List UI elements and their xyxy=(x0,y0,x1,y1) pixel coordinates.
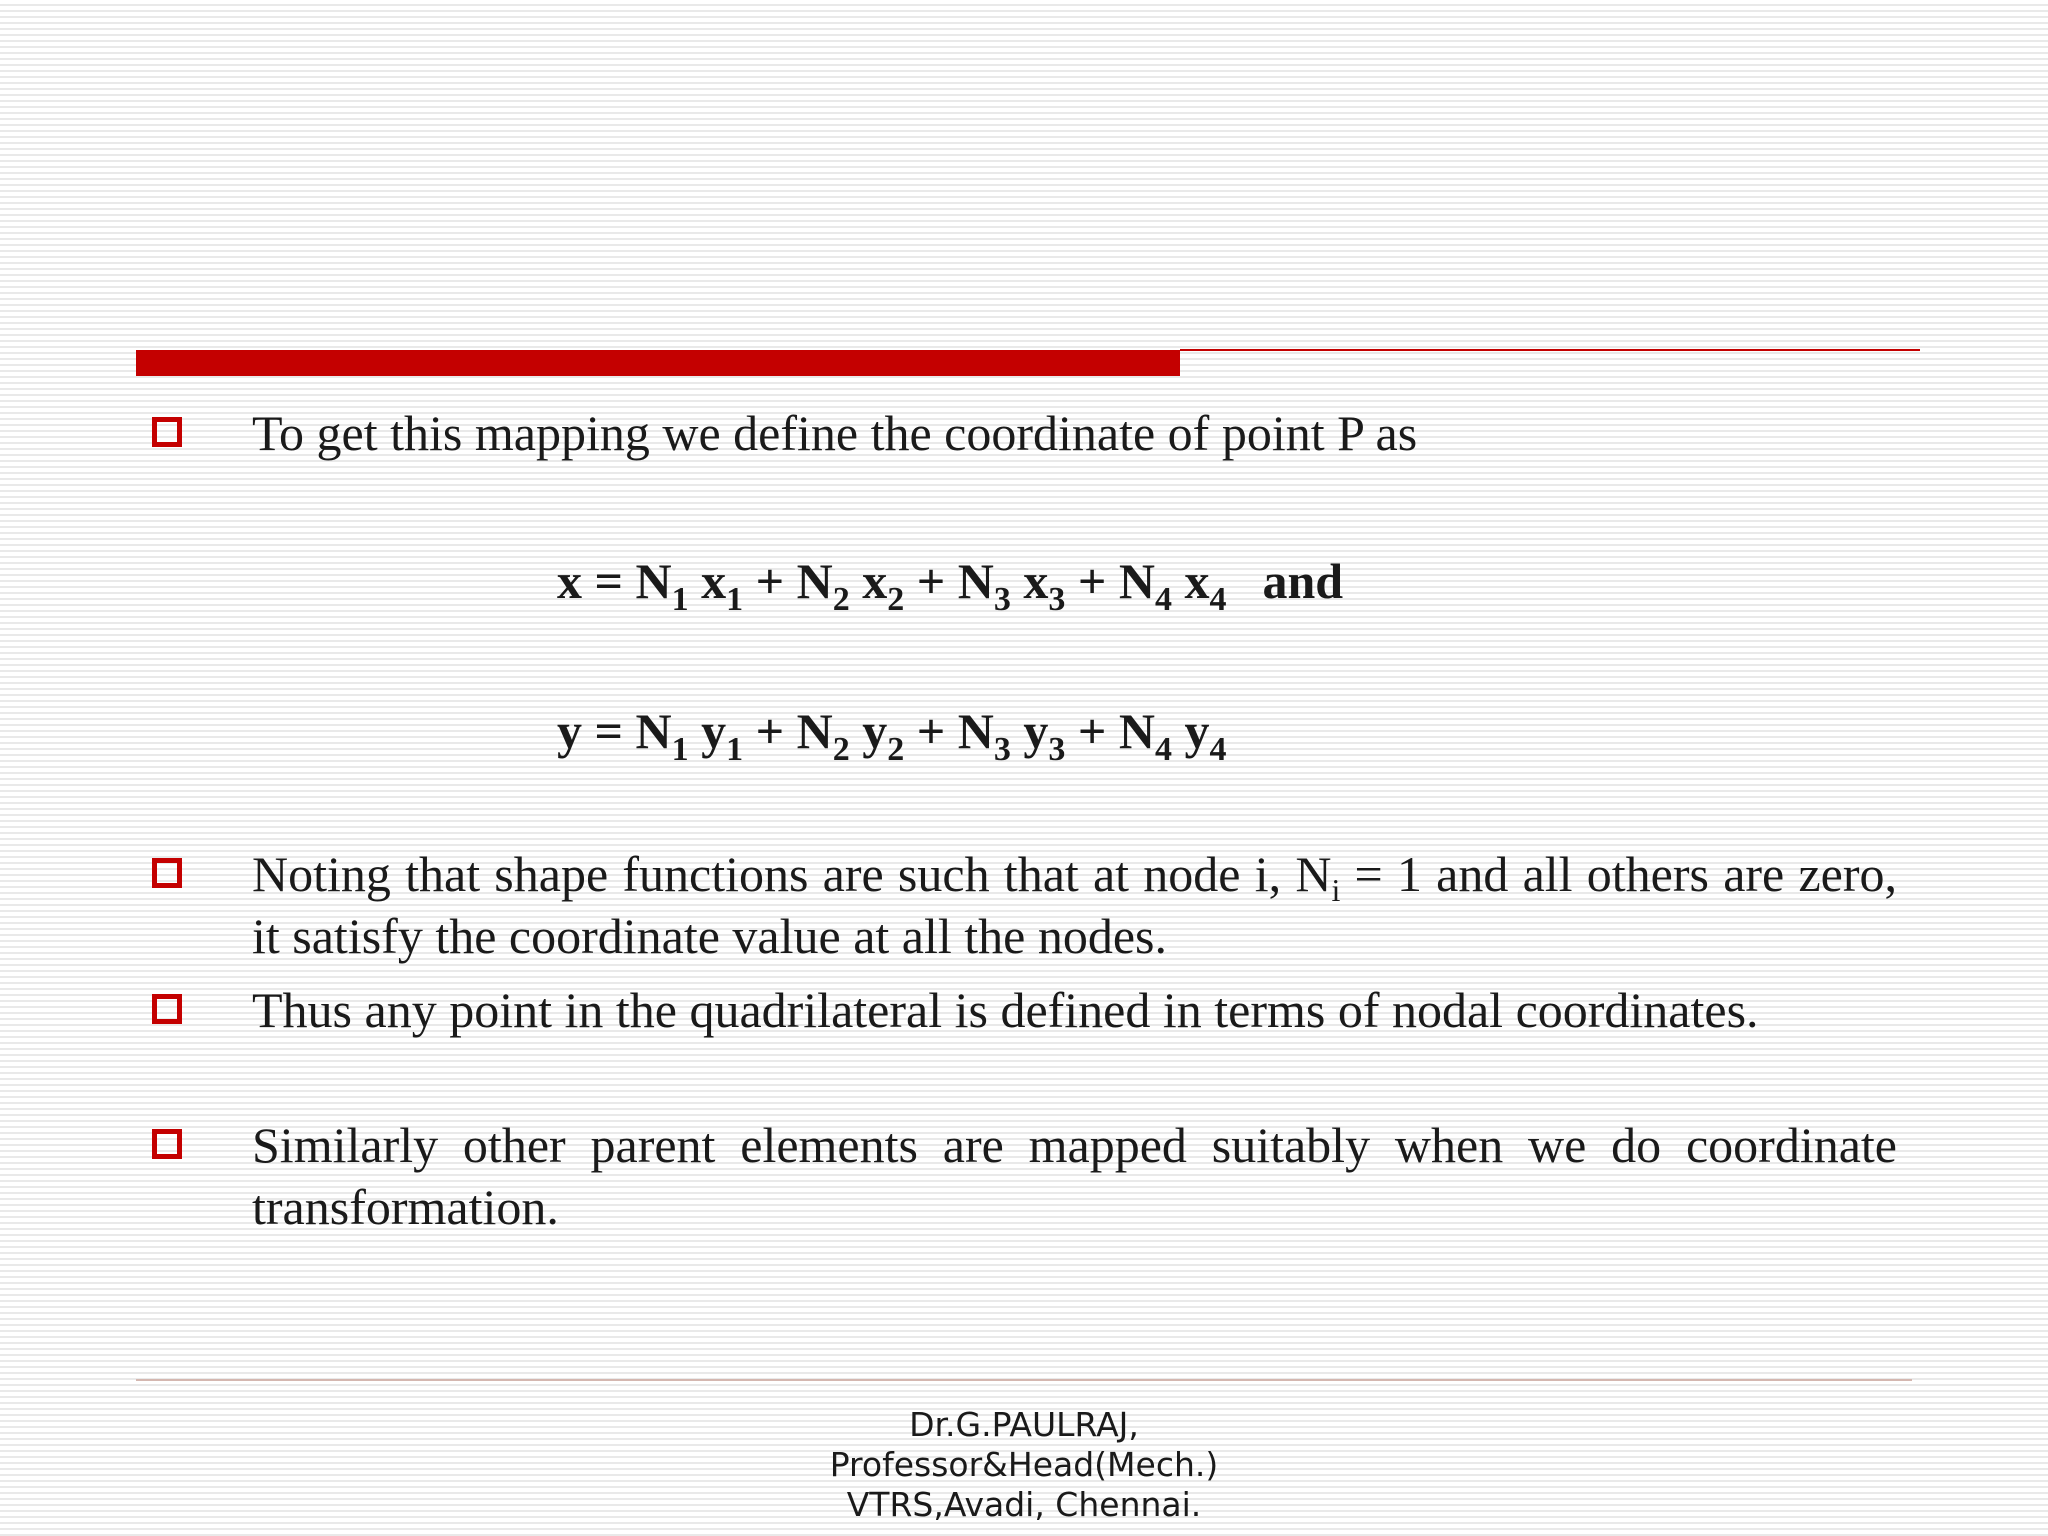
bullet-text-2-before: Noting that shape functions are such that at node i, N xyxy=(252,846,1332,902)
footer-line-1: Dr.G.PAULRAJ, xyxy=(909,1405,1139,1444)
bullet-text-2 xyxy=(252,843,1897,967)
equation-x-n-sub-3: 3 xyxy=(993,581,1011,618)
equation-x-var-sub-1: 1 xyxy=(726,581,744,618)
equation-x-op-1: + N xyxy=(743,553,833,609)
bullet-square-icon xyxy=(152,417,182,447)
equation-x-op-3: + N xyxy=(1065,553,1155,609)
equation-x-and: and xyxy=(1262,553,1344,609)
equation-x-var-2: x xyxy=(849,553,888,609)
bullet-square-icon xyxy=(152,1129,182,1159)
equation-y-var-sub-3: 3 xyxy=(1048,731,1066,768)
equation-x-lhs: x = N xyxy=(557,553,672,609)
equation-y-var-sub-2: 2 xyxy=(887,731,905,768)
equation-y-n-sub-4: 4 xyxy=(1154,731,1172,768)
footer-line-2: Professor&Head(Mech.) xyxy=(829,1445,1219,1484)
equation-x xyxy=(557,551,1344,618)
title-accent-bar xyxy=(136,350,1180,376)
bullet-square-icon xyxy=(152,858,182,888)
bullet-text-3: Thus any point in the quadrilateral is defined in terms of nodal coordinates. xyxy=(252,982,1759,1038)
equation-x-var-1: x xyxy=(688,553,727,609)
bullet-text-2-after: = 1 and all others are zero, it satisfy the coordinate value at all the nodes. xyxy=(252,846,1897,964)
equation-x-var-sub-3: 3 xyxy=(1048,581,1066,618)
equation-y-var-4: y xyxy=(1171,703,1210,759)
equation-y-op-2: + N xyxy=(904,703,994,759)
footer-author xyxy=(724,1405,1324,1525)
equation-y-op-1: + N xyxy=(743,703,833,759)
bullet-text-2-subscript: i xyxy=(1331,872,1341,908)
equation-y-var-sub-1: 1 xyxy=(726,731,744,768)
equation-x-var-3: x xyxy=(1010,553,1049,609)
equation-x-var-4: x xyxy=(1171,553,1210,609)
equation-x-n-sub-4: 4 xyxy=(1154,581,1172,618)
bullet-square-icon xyxy=(152,994,182,1024)
equation-y-var-3: y xyxy=(1010,703,1049,759)
equation-y-n-sub-2: 2 xyxy=(832,731,850,768)
bullet-text-4: Similarly other parent elements are mapped suitably when we do coordinate transformation. xyxy=(252,1117,1897,1235)
equation-y-var-2: y xyxy=(849,703,888,759)
equation-x-var-sub-2: 2 xyxy=(887,581,905,618)
equation-x-op-2: + N xyxy=(904,553,994,609)
equation-y-n-sub-1: 1 xyxy=(671,731,689,768)
footer-line-3: VTRS,Avadi, Chennai. xyxy=(846,1485,1202,1524)
equation-y-var-1: y xyxy=(688,703,727,759)
equation-y-lhs: y = N xyxy=(557,703,672,759)
equation-y-var-sub-4: 4 xyxy=(1209,731,1227,768)
equation-x-var-sub-4: 4 xyxy=(1209,581,1227,618)
footer-divider xyxy=(136,1379,1912,1381)
equation-x-n-sub-1: 1 xyxy=(671,581,689,618)
bullet-text-1: To get this mapping we define the coordinate of point P as xyxy=(252,405,1418,461)
equation-x-n-sub-2: 2 xyxy=(832,581,850,618)
title-accent-line xyxy=(1180,349,1920,351)
equation-y-op-3: + N xyxy=(1065,703,1155,759)
equation-y-n-sub-3: 3 xyxy=(993,731,1011,768)
equation-y xyxy=(557,701,1227,768)
